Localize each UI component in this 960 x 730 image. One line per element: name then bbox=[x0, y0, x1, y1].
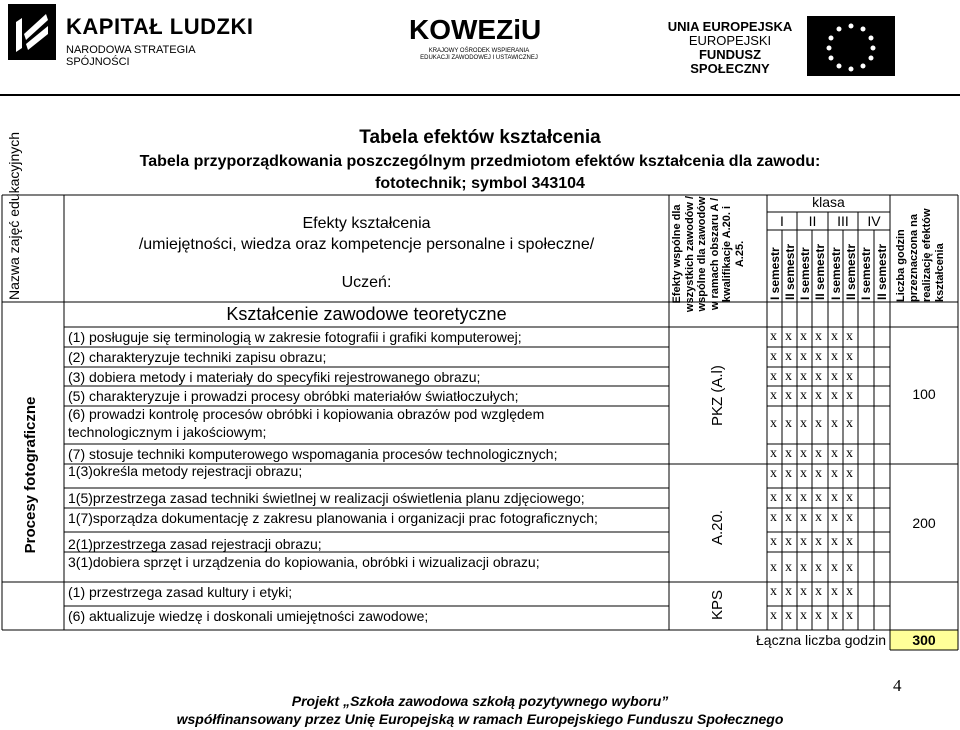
effect-row-9: 1(7)sporządza dokumentację z zakresu planowania i organizacji prac fotograficznych; bbox=[68, 510, 598, 526]
effect-row-3: (3) dobiera metody i materiały do specyfiki rejestrowanego obrazu; bbox=[68, 369, 481, 385]
x-mark: x bbox=[831, 446, 838, 461]
footer-line-2: współfinansowany przez Unię Europejską w ramach Europejskiego Funduszu Społecznego bbox=[176, 711, 784, 727]
sem-7: I semestr bbox=[859, 247, 873, 300]
x-mark: x bbox=[846, 349, 853, 364]
x-mark: x bbox=[815, 584, 822, 599]
effect-row-5a: (6) prowadzi kontrolę procesów obróbki i kopiowania obrazów pod względem bbox=[68, 406, 545, 422]
x-mark: x bbox=[770, 349, 777, 364]
x-mark: x bbox=[770, 466, 777, 481]
x-mark: x bbox=[815, 608, 822, 623]
x-mark: x bbox=[831, 329, 838, 344]
x-mark: x bbox=[846, 560, 853, 575]
class-III: III bbox=[837, 213, 849, 229]
x-mark: x bbox=[846, 584, 853, 599]
sem-8: II semestr bbox=[875, 243, 889, 300]
sem-5: I semestr bbox=[829, 247, 843, 300]
kowezu-title: KOWEZiU bbox=[409, 14, 542, 45]
sem-2: II semestr bbox=[783, 243, 797, 300]
hours-group-1: 100 bbox=[912, 386, 936, 402]
subject-column-header bbox=[6, 131, 22, 300]
x-mark: x bbox=[800, 560, 807, 575]
x-mark: x bbox=[846, 446, 853, 461]
eu-line-3: FUNDUSZ SPOŁECZNY bbox=[690, 47, 770, 76]
page-subtitle: Tabela przyporządkowania poszczególnym przedmiotom efektów kształcenia dla zawodu: bbox=[139, 153, 821, 170]
x-mark: x bbox=[815, 416, 822, 431]
x-mark: x bbox=[846, 466, 853, 481]
group-kps: KPS bbox=[709, 589, 726, 620]
x-mark: x bbox=[800, 416, 807, 431]
effects-header-line1: Efekty kształcenia bbox=[302, 215, 431, 232]
x-mark: x bbox=[846, 534, 853, 549]
x-mark: x bbox=[785, 584, 792, 599]
x-mark: x bbox=[815, 560, 822, 575]
effect-row-11: 3(1)dobiera sprzęt i urządzenia do kopiowania, obróbki i wizualizacji obrazu; bbox=[68, 554, 540, 570]
group-a20: A.20. bbox=[709, 509, 726, 545]
x-mark: x bbox=[831, 466, 838, 481]
x-mark: x bbox=[800, 349, 807, 364]
sem-3: I semestr bbox=[798, 247, 812, 300]
page-number: 4 bbox=[893, 676, 902, 695]
x-mark: x bbox=[785, 369, 792, 384]
effect-row-2: (2) charakteryzuje techniki zapisu obrazu; bbox=[68, 349, 327, 365]
footer-line-1: Projekt „Szkoła zawodowa szkołą pozytywnego wyboru” bbox=[291, 693, 669, 709]
kowezu-subtitle: KRAJOWY OŚRODEK WSPIERANIA EDUKACJI ZAWODOWEJ I USTAWICZNEJ bbox=[420, 48, 538, 61]
x-mark: x bbox=[800, 584, 807, 599]
effect-row-12: (1) przestrzega zasad kultury i etyki; bbox=[68, 584, 293, 600]
x-mark: x bbox=[800, 388, 807, 403]
x-mark: x bbox=[815, 369, 822, 384]
x-mark: x bbox=[770, 369, 777, 384]
total-value: 300 bbox=[912, 632, 936, 648]
x-mark: x bbox=[831, 560, 838, 575]
x-mark: x bbox=[770, 329, 777, 344]
x-mark: x bbox=[831, 416, 838, 431]
eu-line-1: UNIA EUROPEJSKA bbox=[667, 19, 793, 34]
x-mark: x bbox=[846, 608, 853, 623]
x-mark: x bbox=[800, 510, 807, 525]
x-mark: x bbox=[785, 349, 792, 364]
x-mark: x bbox=[831, 584, 838, 599]
total-label: Łączna liczba godzin bbox=[756, 632, 886, 648]
x-mark: x bbox=[815, 534, 822, 549]
x-mark: x bbox=[831, 349, 838, 364]
group-pkz: PKZ (A.l) bbox=[709, 365, 726, 426]
hours-header-label: Liczba godzin przeznaczona na realizację efektów kształcenia bbox=[895, 208, 946, 302]
x-mark: x bbox=[800, 490, 807, 505]
x-mark: x bbox=[815, 510, 822, 525]
x-mark: x bbox=[785, 560, 792, 575]
x-mark: x bbox=[846, 329, 853, 344]
x-mark: x bbox=[785, 416, 792, 431]
x-mark: x bbox=[831, 608, 838, 623]
hours-group-2: 200 bbox=[912, 515, 936, 531]
x-mark: x bbox=[770, 560, 777, 575]
x-mark: x bbox=[785, 510, 792, 525]
x-mark: x bbox=[831, 490, 838, 505]
x-mark: x bbox=[815, 446, 822, 461]
klasa-label: klasa bbox=[812, 194, 845, 210]
x-mark: x bbox=[785, 466, 792, 481]
x-mark: x bbox=[800, 534, 807, 549]
x-mark: x bbox=[785, 608, 792, 623]
effect-row-4: (5) charakteryzuje i prowadzi procesy obróbki materiałów światłoczułych; bbox=[68, 388, 519, 404]
sem-1: I semestr bbox=[768, 247, 782, 300]
x-mark: x bbox=[800, 446, 807, 461]
kapital-ludzki-title: KAPITAŁ LUDZKI bbox=[66, 14, 254, 39]
x-mark: x bbox=[785, 388, 792, 403]
x-mark: x bbox=[846, 416, 853, 431]
x-mark: x bbox=[815, 349, 822, 364]
x-mark: x bbox=[785, 329, 792, 344]
x-mark: x bbox=[815, 466, 822, 481]
x-mark: x bbox=[846, 388, 853, 403]
class-II: II bbox=[808, 213, 817, 229]
x-mark: x bbox=[770, 446, 777, 461]
x-mark: x bbox=[800, 608, 807, 623]
x-mark: x bbox=[831, 369, 838, 384]
profession-label: fototechnik; symbol 343104 bbox=[375, 175, 585, 192]
eu-line-2: EUROPEJSKI bbox=[688, 33, 772, 48]
uczen-label: Uczeń: bbox=[341, 274, 392, 291]
common-effects-header bbox=[671, 194, 746, 314]
x-mark: x bbox=[800, 369, 807, 384]
x-mark: x bbox=[831, 510, 838, 525]
x-mark: x bbox=[831, 388, 838, 403]
x-mark: x bbox=[785, 490, 792, 505]
x-mark: x bbox=[770, 388, 777, 403]
x-mark: x bbox=[770, 584, 777, 599]
subject-name: Procesy fotograficzne bbox=[22, 396, 39, 554]
effects-header-line2: /umiejętności, wiedza oraz kompetencje personalne i społeczne/ bbox=[138, 236, 595, 253]
effect-row-1: (1) posługuje się terminologią w zakresie fotografii i grafiki komputerowej; bbox=[68, 329, 522, 345]
kapital-ludzki-subtitle: NARODOWA STRATEGIA SPÓJNOŚCI bbox=[66, 44, 195, 68]
x-mark: x bbox=[785, 446, 792, 461]
x-mark: x bbox=[800, 329, 807, 344]
class-IV: IV bbox=[867, 213, 881, 229]
x-mark: x bbox=[770, 534, 777, 549]
x-mark: x bbox=[785, 534, 792, 549]
sem-6: II semestr bbox=[844, 243, 858, 300]
x-mark: x bbox=[815, 388, 822, 403]
effect-row-6: (7) stosuje techniki komputerowego wspomagania procesów technologicznych; bbox=[68, 446, 558, 462]
x-mark: x bbox=[831, 534, 838, 549]
x-mark: x bbox=[770, 416, 777, 431]
class-I: I bbox=[780, 213, 784, 229]
section-header: Kształcenie zawodowe teoretyczne bbox=[226, 304, 507, 324]
page-title: Tabela efektów kształcenia bbox=[359, 127, 601, 148]
x-mark: x bbox=[846, 510, 853, 525]
x-mark: x bbox=[846, 369, 853, 384]
sem-4: II semestr bbox=[813, 243, 827, 300]
x-mark: x bbox=[846, 490, 853, 505]
x-mark: x bbox=[770, 608, 777, 623]
effect-row-8: 1(5)przestrzega zasad techniki świetlnej w realizacji oświetlenia planu zdjęciowego; bbox=[68, 490, 585, 506]
x-mark: x bbox=[770, 490, 777, 505]
effect-row-13: (6) aktualizuje wiedzę i doskonali umiejętności zawodowe; bbox=[68, 608, 429, 624]
effect-row-5b: technologicznym i jakościowym; bbox=[68, 424, 267, 440]
x-mark: x bbox=[770, 510, 777, 525]
x-mark: x bbox=[815, 329, 822, 344]
effect-row-7: 1(3)określa metody rejestracji obrazu; bbox=[68, 463, 303, 479]
x-mark: x bbox=[800, 466, 807, 481]
hours-header bbox=[895, 198, 947, 302]
subject-column-label: Nazwa zajęć edukacyjnych bbox=[6, 131, 22, 300]
common-effects-label: Efekty wspólne dla wszystkich zawodów / wspólne dla zawodów w ramach obszaru A / kwalifikacje A.20. i A.25. bbox=[671, 195, 746, 313]
effect-row-10: 2(1)przestrzega zasad rejestracji obrazu; bbox=[68, 536, 322, 552]
x-mark: x bbox=[815, 490, 822, 505]
